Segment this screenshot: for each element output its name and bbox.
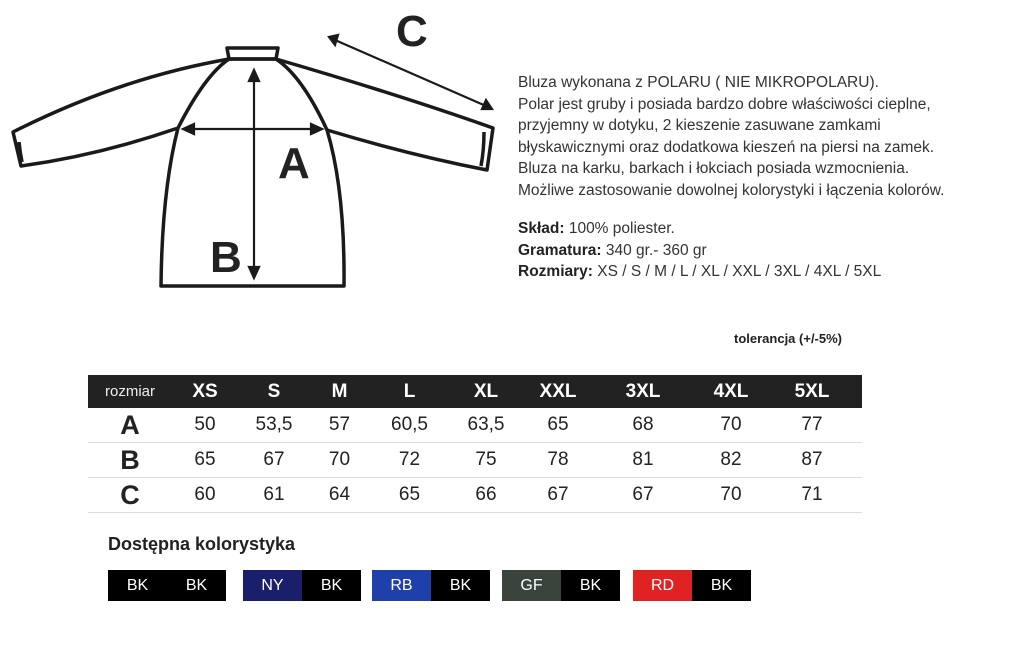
table-cell: 70 (328, 449, 351, 470)
swatch-right-color: BK (561, 570, 620, 601)
table-cell: 67 (547, 484, 569, 505)
row-label: C (120, 479, 140, 510)
spec-sizes-label: Rozmiary: (518, 263, 593, 280)
table-cell: 81 (632, 449, 654, 470)
color-swatch (108, 570, 226, 601)
sweatshirt-diagram (0, 0, 510, 300)
swatch-left-color: GF (502, 570, 561, 601)
row-label: B (120, 444, 140, 475)
size-header-cell: XL (473, 380, 499, 402)
table-cell: 68 (632, 414, 654, 435)
color-swatch (243, 570, 361, 601)
table-cell: 72 (398, 449, 421, 470)
color-swatch (372, 570, 490, 601)
size-header-cell: XXL (539, 380, 577, 402)
size-header-cell: L (403, 380, 416, 402)
dimension-c-label: C (396, 7, 428, 56)
table-cell: 70 (720, 414, 742, 435)
description-line: błyskawicznymi oraz dodatkowa kieszeń na piersi na zamek. (518, 138, 935, 156)
table-header-label: rozmiar (104, 383, 155, 400)
table-cell: 75 (475, 449, 497, 470)
left-sleeve-outline (13, 59, 229, 166)
swatch-right-color: BK (431, 570, 490, 601)
spec-composition (518, 218, 881, 240)
description-line: Polar jest gruby i posiada bardzo dobre właściwości cieplne, (518, 95, 931, 113)
table-row (88, 443, 862, 478)
body-outline (161, 59, 344, 286)
table-cell: 65 (398, 484, 421, 505)
row-label: A (120, 409, 140, 440)
colors-title: Dostępna kolorystyka (108, 534, 296, 554)
table-cell: 50 (194, 414, 216, 435)
dimension-b-label: B (210, 233, 242, 282)
table-cell: 60 (194, 484, 216, 505)
table-cell: 66 (475, 484, 497, 505)
table-row (88, 408, 862, 443)
swatch-right-color: BK (692, 570, 751, 601)
swatch-left-color: BK (108, 570, 167, 601)
description-line: Bluza wykonana z POLARU ( NIE MIKROPOLARU). (518, 74, 879, 91)
table-cell: 65 (194, 449, 216, 470)
table-cell: 64 (328, 484, 351, 505)
description-line: przyjemny w dotyku, 2 kieszenie zasuwane zamkami (518, 117, 881, 134)
table-cell: 61 (263, 484, 285, 505)
product-specs (518, 218, 881, 283)
table-cell: 70 (720, 484, 742, 505)
table-cell: 78 (547, 449, 569, 470)
table-cell: 63,5 (467, 414, 505, 435)
color-swatch (633, 570, 751, 601)
product-description (518, 72, 1018, 201)
size-table (88, 375, 862, 513)
swatch-right-color: BK (167, 570, 226, 601)
table-cell: 65 (547, 414, 569, 435)
table-cell: 77 (801, 414, 823, 435)
table-cell: 53,5 (255, 414, 293, 435)
color-swatch (502, 570, 620, 601)
spec-composition-label: Skład: (518, 220, 565, 237)
table-row (88, 478, 862, 513)
size-header-cell: S (267, 380, 281, 402)
table-cell: 57 (328, 414, 351, 435)
spec-composition-value: 100% poliester. (564, 220, 675, 237)
swatch-left-color: RD (633, 570, 692, 601)
spec-weight-label: Gramatura: (518, 241, 602, 259)
size-header-cell: 5XL (794, 380, 830, 402)
tolerance-note: tolerancja (+/-5%) (734, 331, 843, 346)
table-header (88, 375, 862, 408)
swatch-right-color: BK (302, 570, 361, 601)
spec-sizes (518, 261, 881, 283)
spec-weight-value: 340 gr.- 360 gr (601, 241, 707, 259)
table-cell: 67 (632, 484, 654, 505)
swatch-left-color: NY (243, 570, 302, 601)
description-line: Możliwe zastosowanie dowolnej kolorystyki i łączenia kolorów. (518, 181, 945, 199)
table-cell: 67 (263, 449, 285, 470)
table-cell: 60,5 (391, 414, 428, 435)
table-cell: 87 (801, 449, 823, 470)
spec-weight (518, 240, 881, 262)
spec-sizes-value: XS / S / M / L / XL / XXL / 3XL / 4XL / 5XL (592, 263, 882, 280)
size-header-cell: 3XL (625, 380, 661, 402)
table-cell: 82 (720, 449, 742, 470)
size-header-cell: M (331, 380, 348, 402)
dimension-a-label: A (278, 139, 310, 188)
swatch-left-color: RB (372, 570, 431, 601)
size-header-cell: 4XL (713, 380, 749, 402)
description-line: Bluza na karku, barkach i łokciach posiada wzmocnienia. (518, 160, 910, 177)
table-cell: 71 (801, 484, 823, 505)
size-header-cell: XS (192, 380, 218, 402)
right-cuff-line (481, 132, 484, 166)
